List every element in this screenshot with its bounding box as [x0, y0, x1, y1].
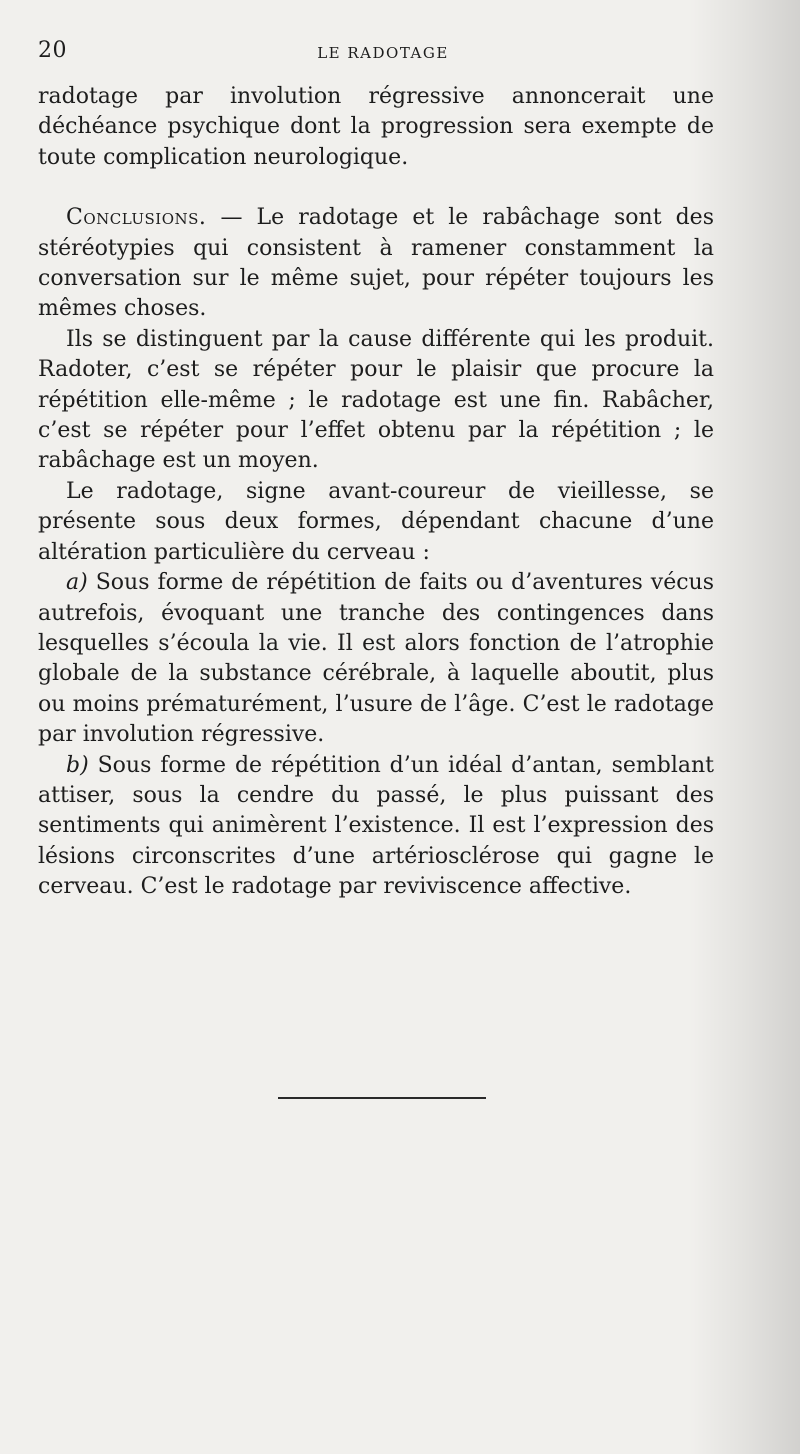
paragraph: Le radotage, signe avant-coureur de vieillesse, se présente sous deux formes, dépendant chacune d’une altération particulière du cerveau :: [38, 478, 714, 565]
paragraph: Ils se distinguent par la cause différente qui les produit. Radoter, c’est se répéter pour le plaisir que procure la répétition elle-même ; le radotage est une fin. Rabâcher, c’est se répéter pour l’effet obtenu par la répétition ; le rabâchage est un moyen.: [38, 326, 714, 474]
paragraph-text: — Le radotage et le rabâchage sont des stéréotypies qui consistent à ramener constamment la conversation sur le même sujet, pour répéter toujours les mêmes choses.: [38, 205, 714, 322]
paragraph-conclusions: [38, 203, 714, 325]
end-rule: [278, 1097, 486, 1099]
page-header: [38, 38, 728, 72]
page-number: 20: [38, 38, 67, 63]
body-text: [38, 82, 714, 903]
list-item-a: [38, 568, 714, 750]
list-item-text: Sous forme de répétition de faits ou d’aventures vécus autrefois, évoquant une tranche des contingences dans lesquelles s’écoula la vie. Il est alors fonction de l’atrophie globale de la substance cérébrale, à laquelle aboutit, plus ou moins prématurément, l’usure de l’âge. C’est le radotage par involution régressive.: [38, 570, 714, 748]
paragraph-continuation: radotage par involution régressive annoncerait une déchéance psychique dont la progression sera exempte de toute complication neurologique.: [38, 84, 714, 170]
list-marker: b): [66, 752, 89, 778]
section-heading: Conclusions.: [66, 205, 207, 231]
list-item-b: [38, 751, 714, 903]
list-item-text: Sous forme de répétition d’un idéal d’antan, semblant attiser, sous la cendre du passé, le plus puissant des sentiments qui animèrent l’existence. Il est l’expression des lésions circonscrites d’une artériosclérose qui gagne le cerveau. C’est le radotage par reviviscence affective.: [38, 752, 714, 900]
list-marker: a): [66, 570, 88, 596]
running-head: LE RADOTAGE: [317, 44, 449, 62]
